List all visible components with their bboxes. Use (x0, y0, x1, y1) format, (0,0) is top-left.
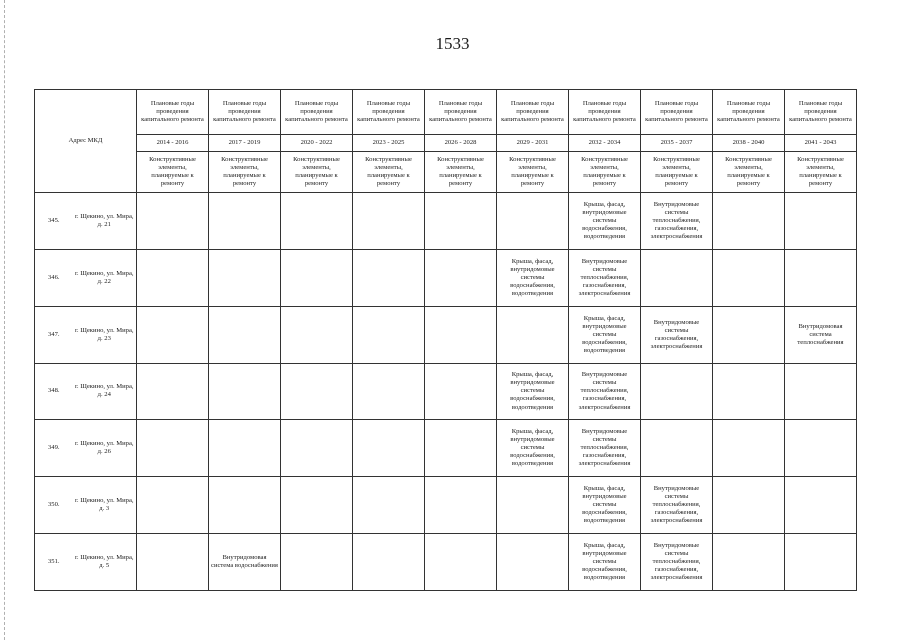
repair-elements-cell (281, 420, 353, 477)
repair-elements-cell (281, 193, 353, 250)
repair-elements-cell (785, 193, 857, 250)
repair-elements-cell (713, 249, 785, 306)
elements-header-cell: Конструктивные элементы, планируемые к ремонту (137, 152, 209, 193)
repair-elements-cell (281, 249, 353, 306)
repair-elements-cell (209, 249, 281, 306)
scan-edge (4, 0, 5, 640)
period-years-cell: 2029 - 2031 (497, 135, 569, 152)
repair-elements-cell (425, 193, 497, 250)
repair-elements-cell (209, 306, 281, 363)
period-header-cell: Плановые годы проведения капитального ремонта (569, 90, 641, 135)
row-number: 349. (35, 420, 73, 477)
elements-header-cell: Конструктивные элементы, планируемые к ремонту (497, 152, 569, 193)
repair-elements-cell: Крыша, фасад, внутридомовые системы водоснабжения, водоотведения (569, 306, 641, 363)
repair-elements-cell (209, 363, 281, 420)
row-number: 350. (35, 477, 73, 534)
repair-elements-cell: Внутридомовые системы теплоснабжения, газоснабжения, электроснабжения (641, 534, 713, 591)
row-address: г. Щекино, ул. Мира, д. 26 (73, 420, 137, 477)
period-header-cell: Плановые годы проведения капитального ремонта (137, 90, 209, 135)
repair-elements-cell (641, 249, 713, 306)
period-years-cell: 2035 - 2037 (641, 135, 713, 152)
table-row (35, 306, 857, 363)
period-header-cell: Плановые годы проведения капитального ремонта (713, 90, 785, 135)
repair-elements-cell (497, 193, 569, 250)
repair-elements-cell (785, 249, 857, 306)
repair-elements-cell: Крыша, фасад, внутридомовые системы водоснабжения, водоотведения (569, 534, 641, 591)
repair-elements-cell (353, 420, 425, 477)
repair-elements-cell (209, 477, 281, 534)
address-column-header: Адрес МКД (35, 90, 137, 193)
repair-elements-cell (785, 534, 857, 591)
repair-elements-cell (353, 306, 425, 363)
repair-elements-cell (713, 534, 785, 591)
table-row (35, 477, 857, 534)
period-years-cell: 2032 - 2034 (569, 135, 641, 152)
repair-elements-cell (137, 477, 209, 534)
repair-elements-cell (281, 477, 353, 534)
repair-elements-cell (425, 306, 497, 363)
elements-header-cell: Конструктивные элементы, планируемые к ремонту (425, 152, 497, 193)
period-years-cell: 2014 - 2016 (137, 135, 209, 152)
table-row (35, 363, 857, 420)
repair-elements-cell (353, 363, 425, 420)
repair-elements-cell (281, 363, 353, 420)
repair-elements-cell (137, 306, 209, 363)
repair-elements-cell (281, 306, 353, 363)
repair-elements-cell: Крыша, фасад, внутридомовые системы водоснабжения, водоотведения (569, 193, 641, 250)
elements-header-cell: Конструктивные элементы, планируемые к ремонту (785, 152, 857, 193)
repair-elements-cell (785, 420, 857, 477)
repair-elements-cell (785, 477, 857, 534)
repair-elements-cell (785, 363, 857, 420)
repair-elements-cell (713, 193, 785, 250)
repair-elements-cell (425, 477, 497, 534)
repair-elements-cell: Крыша, фасад, внутридомовые системы водоснабжения, водоотведения (497, 249, 569, 306)
row-address: г. Щекино, ул. Мира, д. 24 (73, 363, 137, 420)
period-header-cell: Плановые годы проведения капитального ремонта (281, 90, 353, 135)
period-header-cell: Плановые годы проведения капитального ремонта (425, 90, 497, 135)
period-header-cell: Плановые годы проведения капитального ремонта (497, 90, 569, 135)
elements-header-cell: Конструктивные элементы, планируемые к ремонту (209, 152, 281, 193)
repair-elements-cell (353, 249, 425, 306)
repair-elements-cell: Крыша, фасад, внутридомовые системы водоснабжения, водоотведения (569, 477, 641, 534)
repair-elements-cell (497, 477, 569, 534)
repair-elements-cell (209, 193, 281, 250)
repair-elements-cell (137, 363, 209, 420)
row-address: г. Щекино, ул. Мира, д. 22 (73, 249, 137, 306)
repair-elements-cell (425, 420, 497, 477)
period-header-cell: Плановые годы проведения капитального ремонта (785, 90, 857, 135)
repair-elements-cell: Внутридомовые системы газоснабжения, электроснабжения (641, 306, 713, 363)
capital-repair-table (34, 89, 857, 591)
repair-elements-cell (353, 193, 425, 250)
repair-elements-cell (713, 477, 785, 534)
repair-elements-cell (713, 363, 785, 420)
repair-elements-cell: Внутридомовые системы теплоснабжения, газоснабжения, электроснабжения (641, 477, 713, 534)
table-row (35, 249, 857, 306)
repair-elements-cell (281, 534, 353, 591)
row-address: г. Щекино, ул. Мира, д. 21 (73, 193, 137, 250)
period-years-cell: 2041 - 2043 (785, 135, 857, 152)
row-number: 348. (35, 363, 73, 420)
table-row (35, 420, 857, 477)
row-number: 345. (35, 193, 73, 250)
repair-elements-cell (425, 363, 497, 420)
period-header-cell: Плановые годы проведения капитального ремонта (209, 90, 281, 135)
row-address: г. Щекино, ул. Мира, д. 5 (73, 534, 137, 591)
period-header-cell: Плановые годы проведения капитального ремонта (641, 90, 713, 135)
repair-elements-cell: Внутридомовая система теплоснабжения (785, 306, 857, 363)
repair-elements-cell (137, 534, 209, 591)
repair-elements-cell (209, 420, 281, 477)
repair-elements-cell (641, 420, 713, 477)
repair-elements-cell (425, 249, 497, 306)
repair-elements-cell (137, 420, 209, 477)
repair-elements-cell (713, 306, 785, 363)
row-number: 351. (35, 534, 73, 591)
period-years-cell: 2020 - 2022 (281, 135, 353, 152)
repair-elements-cell (353, 534, 425, 591)
repair-elements-cell (641, 363, 713, 420)
period-years-cell: 2017 - 2019 (209, 135, 281, 152)
period-header-cell: Плановые годы проведения капитального ремонта (353, 90, 425, 135)
page-number: 1533 (435, 34, 470, 53)
repair-elements-cell (137, 249, 209, 306)
row-number: 347. (35, 306, 73, 363)
period-years-cell: 2026 - 2028 (425, 135, 497, 152)
period-years-cell: 2023 - 2025 (353, 135, 425, 152)
repair-elements-cell: Крыша, фасад, внутридомовые системы водоснабжения, водоотведения (497, 363, 569, 420)
elements-header-cell: Конструктивные элементы, планируемые к ремонту (569, 152, 641, 193)
repair-elements-cell (497, 534, 569, 591)
row-number: 346. (35, 249, 73, 306)
repair-elements-cell: Крыша, фасад, внутридомовые системы водоснабжения, водоотведения (497, 420, 569, 477)
row-address: г. Щекино, ул. Мира, д. 3 (73, 477, 137, 534)
repair-elements-cell: Внутридомовые системы теплоснабжения, газоснабжения, электроснабжения (569, 363, 641, 420)
repair-elements-cell (713, 420, 785, 477)
repair-elements-cell (137, 193, 209, 250)
table-row (35, 193, 857, 250)
repair-elements-cell: Внутридомовые системы теплоснабжения, газоснабжения, электроснабжения (569, 420, 641, 477)
repair-elements-cell: Внутридомовые системы теплоснабжения, газоснабжения, электроснабжения (641, 193, 713, 250)
table-row (35, 534, 857, 591)
repair-elements-cell (497, 306, 569, 363)
period-years-cell: 2038 - 2040 (713, 135, 785, 152)
repair-elements-cell (353, 477, 425, 534)
elements-header-cell: Конструктивные элементы, планируемые к ремонту (713, 152, 785, 193)
row-address: г. Щекино, ул. Мира, д. 23 (73, 306, 137, 363)
elements-header-cell: Конструктивные элементы, планируемые к ремонту (641, 152, 713, 193)
repair-elements-cell: Внутридомовая система водоснабжения (209, 534, 281, 591)
elements-header-cell: Конструктивные элементы, планируемые к ремонту (353, 152, 425, 193)
elements-header-cell: Конструктивные элементы, планируемые к ремонту (281, 152, 353, 193)
repair-elements-cell: Внутридомовые системы теплоснабжения, газоснабжения, электроснабжения (569, 249, 641, 306)
repair-elements-cell (425, 534, 497, 591)
